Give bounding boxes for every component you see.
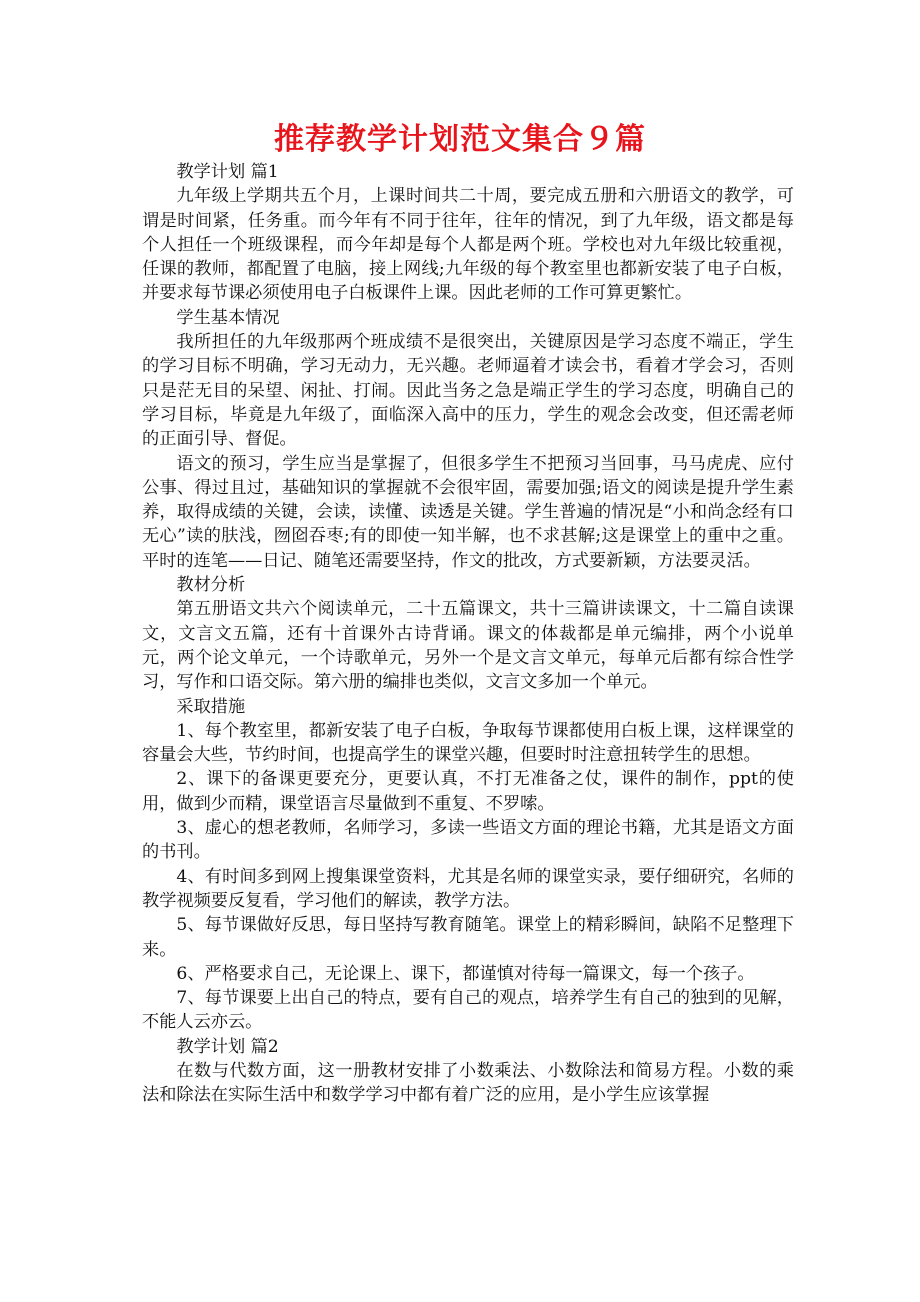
list-item-measure-1: 1、每个教室里，都新安装了电子白板，争取每节课都使用白板上课，这样课堂的容量会大些，节约时间，也提高学生的课堂兴趣，但要时时注意扭转学生的思想。 bbox=[142, 720, 794, 766]
section-heading-plan-1: 教学计划 篇1 bbox=[176, 162, 279, 182]
paragraph-student-situation: 我所担任的九年级那两个班成绩不是很突出，关键原因是学习态度不端正，学生的学习目标不明确，学习无动力，无兴趣。老师逼着才读会书，看着才学会习，否则只是茫无目的呆望、闲扯、打闹。因此当务之急是端正学生的学习态度，明确自己的学习目标，毕竟是九年级了，面临深入高中的压力，学生的观念会改变，但还需老师的正面引导、督促。 bbox=[142, 332, 794, 450]
paragraph-intro: 九年级上学期共五个月，上课时间共二十周，要完成五册和六册语文的教学，可谓是时间紧，任务重。而今年有不同于往年，往年的情况，到了九年级，语文都是每个人担任一个班级课程，而今年却是每个人都是两个班。学校也对九年级比较重视，任课的教师，都配置了电脑，接上网线;九年级的每个教室里也都新安装了电子白板，并要求每节课必须使用电子白板课件上课。因此老师的工作可算更繁忙。 bbox=[142, 186, 794, 304]
paragraph-preview-reading: 语文的预习，学生应当是掌握了，但很多学生不把预习当回事，马马虎虎、应付公事、得过且过，基础知识的掌握就不会很牢固，需要加强;语文的阅读是提升学生素养，取得成绩的关键，会读，读懂、读透是关键。学生普遍的情况是“小和尚念经有口无心”读的肤浅，囫囵吞枣;有的即使一知半解，也不求甚解;这是课堂上的重中之重。平时的连笔——日记、随笔还需要坚持，作文的批改，方式要新颖，方法要灵活。 bbox=[142, 453, 794, 571]
list-item-measure-4: 4、有时间多到网上搜集课堂资料，尤其是名师的课堂实录，要仔细研究，名师的教学视频要反复看，学习他们的解读，教学方法。 bbox=[142, 866, 794, 911]
section-heading-student-situation: 学生基本情况 bbox=[176, 307, 280, 328]
list-item-measure-7: 7、每节课要上出自己的特点，要有自己的观点，培养学生有自己的独到的见解，不能人云亦云。 bbox=[142, 988, 794, 1033]
section-heading-textbook-analysis: 教材分析 bbox=[176, 575, 246, 596]
list-item-measure-6: 6、严格要求自己，无论课上、课下，都谨慎对待每一篇课文，每一个孩子。 bbox=[176, 963, 755, 984]
paragraph-textbook-analysis: 第五册语文共六个阅读单元，二十五篇课文，共十三篇讲读课文，十二篇自读课文，文言文五篇，还有十首课外古诗背诵。课文的体裁都是单元编排，两个小说单元，两个论文单元，一个诗歌单元，另外一个是文言文单元，每单元后都有综合性学习，写作和口语交际。第六册的编排也类似，文言文多加一个单元。 bbox=[142, 599, 794, 693]
list-item-measure-2: 2、课下的备课更要充分，更要认真，不打无准备之仗，课件的制作，ppt的使用，做到少而精，课堂语言尽量做到不重复、不罗嗦。 bbox=[142, 769, 794, 814]
section-heading-measures: 采取措施 bbox=[176, 696, 246, 717]
document-body bbox=[142, 160, 794, 1108]
list-item-measure-5: 5、每节课做好反思，每日坚持写教育随笔。课堂上的精彩瞬间，缺陷不足整理下来。 bbox=[142, 915, 794, 960]
section-heading-plan-2: 教学计划 篇2 bbox=[176, 1036, 279, 1057]
list-item-measure-3: 3、虚心的想老教师，名师学习，多读一些语文方面的理论书籍，尤其是语文方面的书刊。 bbox=[142, 818, 794, 863]
paragraph-plan-2-intro: 在数与代数方面，这一册教材安排了小数乘法、小数除法和简易方程。小数的乘法和除法在实际生活中和数学学习中都有着广泛的应用，是小学生应该掌握 bbox=[142, 1060, 794, 1106]
document-title: 推荐教学计划范文集合９篇 bbox=[274, 122, 646, 157]
